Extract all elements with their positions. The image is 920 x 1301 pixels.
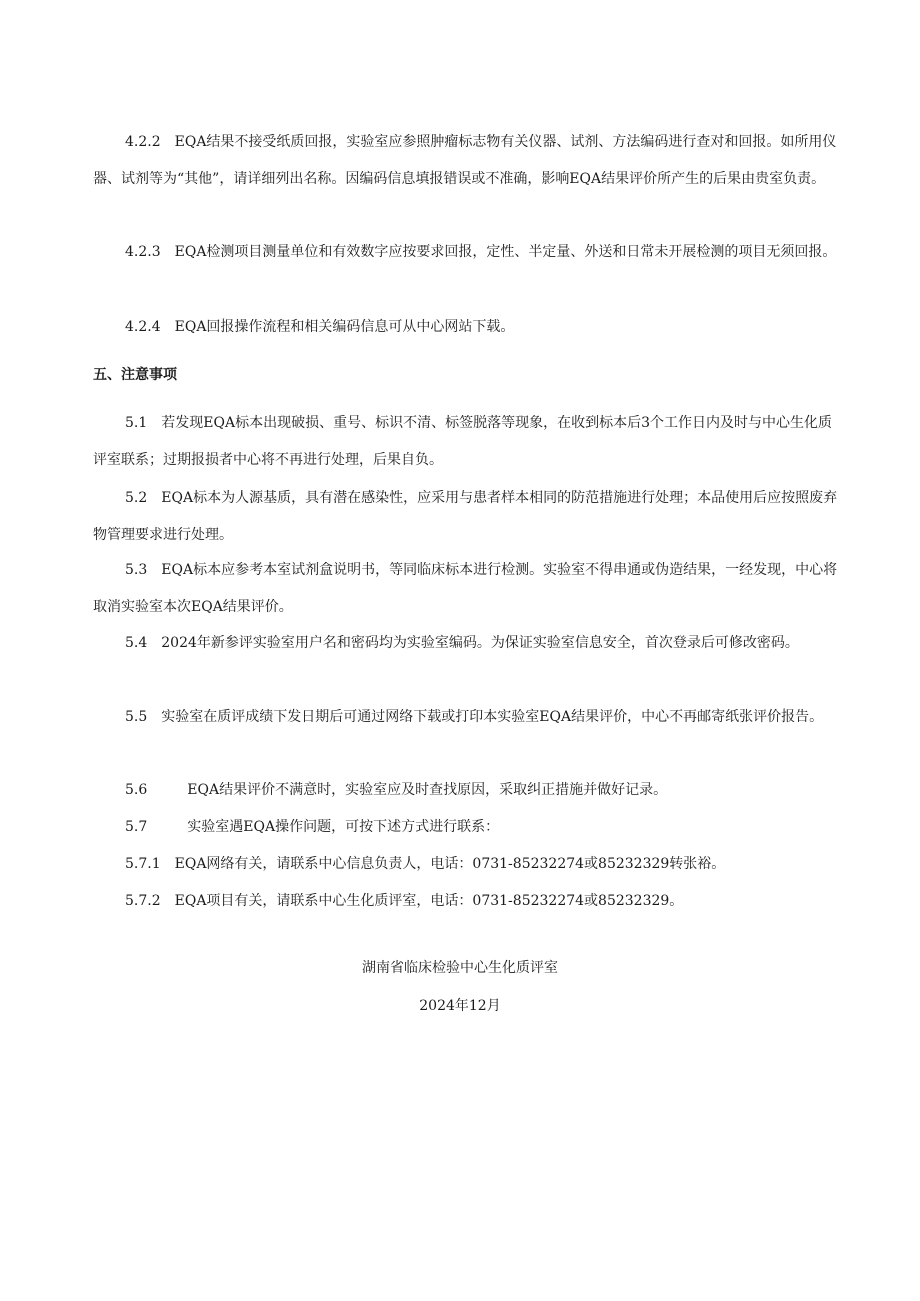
footer-organization: 湖南省临床检验中心生化质评室 bbox=[362, 960, 558, 976]
section-number: 5.1 bbox=[125, 415, 148, 431]
section-number: 5.6 bbox=[125, 782, 148, 798]
paragraph-5-7-1 bbox=[93, 846, 839, 883]
paragraph-4-2-4 bbox=[93, 309, 839, 346]
section-number: 4.2.3 bbox=[125, 244, 161, 260]
paragraph-text: EQA结果不接受纸质回报，实验室应参照肿瘤标志物有关仪器、试剂、方法编码进行查对和回报。如所用仪器、试剂等为“其他”，请详细列出名称。因编码信息填报错误或不准确，影响EQA结果评价所产生的后果由贵室负责。 bbox=[93, 134, 837, 187]
paragraph-text: EQA标本应参考本室试剂盒说明书，等同临床标本进行检测。实验室不得串通或伪造结果，一经发现，中心将取消实验室本次EQA结果评价。 bbox=[93, 562, 838, 615]
section-number: 5.4 bbox=[125, 635, 148, 651]
paragraph-text: EQA网络有关，请联系中心信息负责人，电话：0731-85232274或85232329转张裕。 bbox=[174, 856, 726, 872]
paragraph-4-2-3 bbox=[93, 234, 839, 271]
section-number: 5.2 bbox=[125, 490, 148, 506]
section-number: 5.7 bbox=[125, 819, 148, 835]
paragraph-text: EQA项目有关，请联系中心生化质评室，电话：0731-85232274或85232329。 bbox=[174, 893, 684, 909]
paragraph-text: EQA检测项目测量单位和有效数字应按要求回报，定性、半定量、外送和日常未开展检测的项目无须回报。 bbox=[174, 244, 837, 260]
section-number: 4.2.4 bbox=[125, 319, 161, 335]
paragraph-5-7 bbox=[93, 809, 839, 846]
section-number: 5.5 bbox=[125, 709, 148, 725]
paragraph-text: 实验室遇EQA操作问题，可按下述方式进行联系： bbox=[187, 819, 500, 835]
section-heading-5: 五、注意事项 bbox=[93, 367, 177, 383]
paragraph-5-5 bbox=[93, 699, 839, 736]
section-number: 5.7.2 bbox=[125, 893, 161, 909]
section-number: 5.7.1 bbox=[125, 856, 161, 872]
paragraph-5-4 bbox=[93, 625, 839, 662]
paragraph-text: 若发现EQA标本出现破损、重号、标识不清、标签脱落等现象，在收到标本后3个工作日内及时与中心生化质评室联系；过期报损者中心将不再进行处理，后果自负。 bbox=[93, 415, 832, 468]
paragraph-5-2 bbox=[93, 480, 839, 554]
paragraph-text: EQA标本为人源基质，具有潜在感染性，应采用与患者样本相同的防范措施进行处理；本品使用后应按照废弃物管理要求进行处理。 bbox=[93, 490, 838, 543]
paragraph-text: EQA回报操作流程和相关编码信息可从中心网站下载。 bbox=[174, 319, 515, 335]
paragraph-text: 2024年新参评实验室用户名和密码均为实验室编码。为保证实验室信息安全，首次登录后可修改密码。 bbox=[161, 635, 799, 651]
section-number: 4.2.2 bbox=[125, 134, 161, 150]
paragraph-5-6 bbox=[93, 772, 839, 809]
paragraph-5-3 bbox=[93, 552, 839, 626]
paragraph-4-2-2 bbox=[93, 124, 839, 198]
paragraph-5-7-2 bbox=[93, 883, 839, 920]
footer-date: 2024年12月 bbox=[419, 998, 501, 1014]
paragraph-text: EQA结果评价不满意时，实验室应及时查找原因，采取纠正措施并做好记录。 bbox=[187, 782, 668, 798]
section-number: 5.3 bbox=[125, 562, 148, 578]
paragraph-text: 实验室在质评成绩下发日期后可通过网络下载或打印本实验室EQA结果评价，中心不再邮寄纸张评价报告。 bbox=[161, 709, 824, 725]
paragraph-5-1 bbox=[93, 405, 839, 479]
